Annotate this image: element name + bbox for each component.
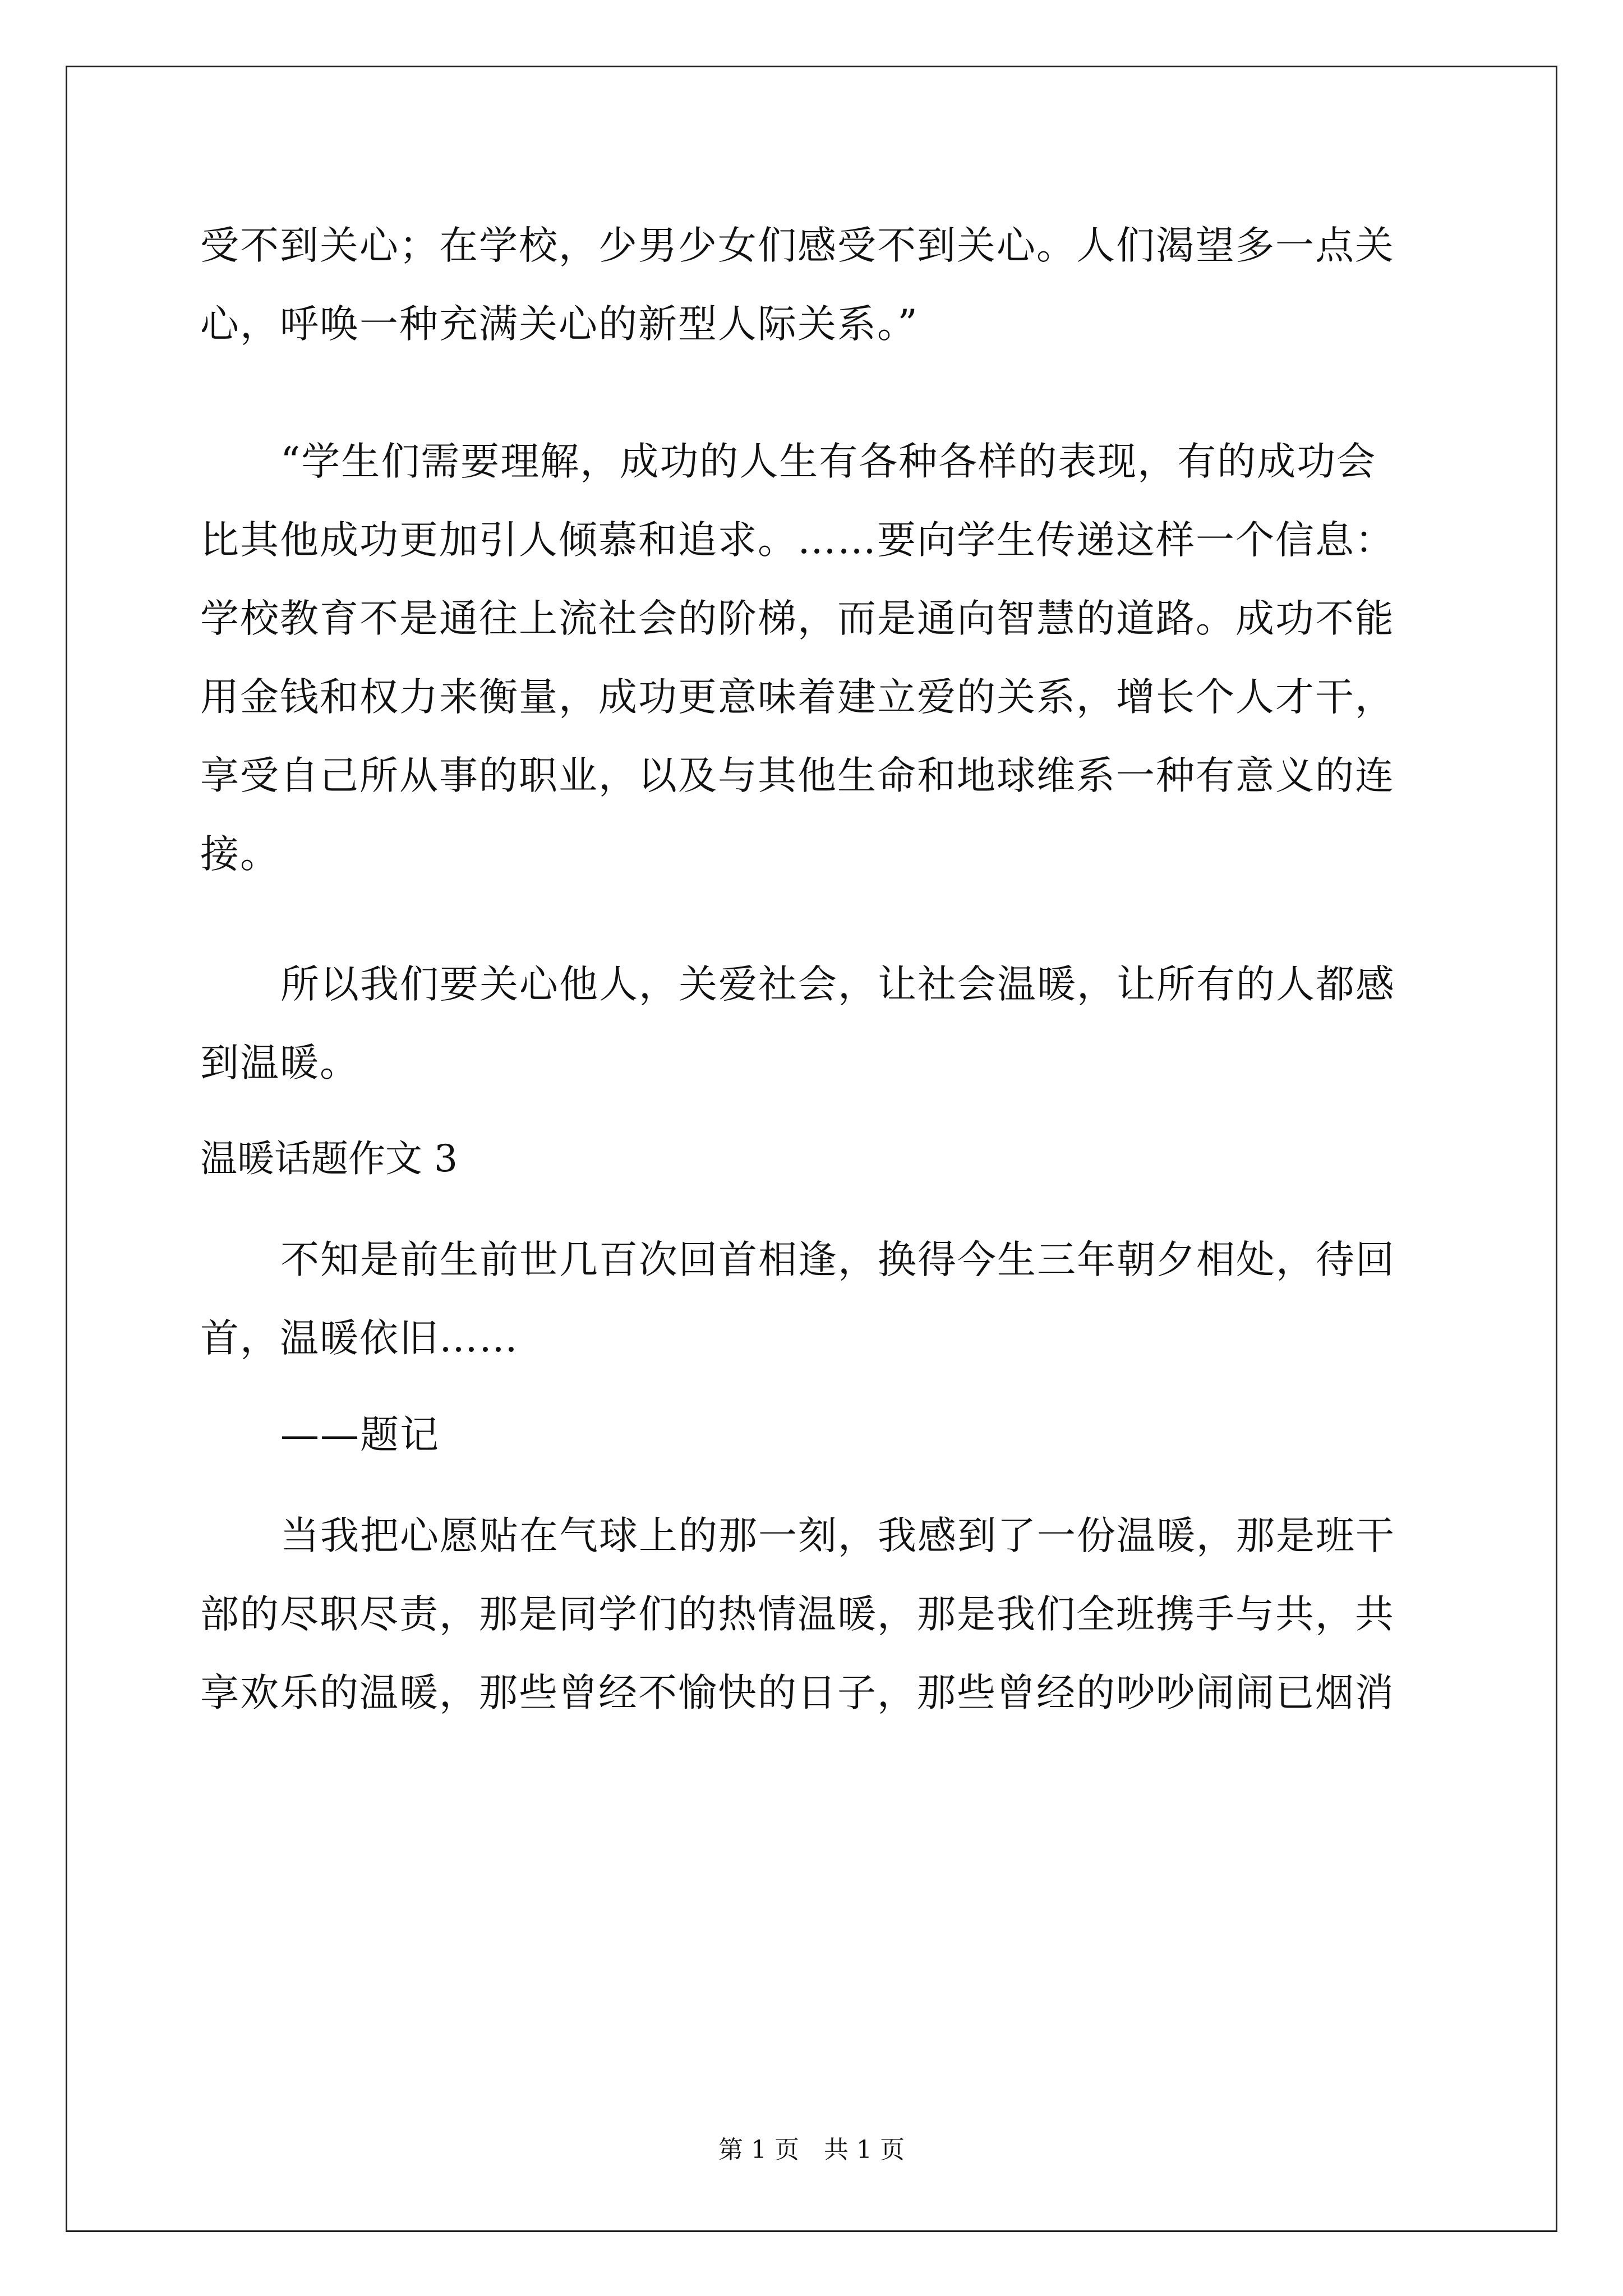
text-line: 首，温暖依旧…… [200, 1316, 519, 1361]
paragraph-start-line: “学生们需要理解，成功的人生有各种各样的表现，有的成功会 [280, 439, 1377, 484]
text-line: 学校教育不是通往上流社会的阶梯，而是通向智慧的道路。成功不能 [200, 596, 1395, 641]
page-number-footer: 第 1 页 共 1 页 [718, 2136, 905, 2164]
text-line: 享欢乐的温暖，那些曾经不愉快的日子，那些曾经的吵吵闹闹已烟消 [200, 1671, 1395, 1715]
epigraph-attribution: ——题记 [280, 1412, 440, 1457]
text-line: 用金钱和权力来衡量，成功更意味着建立爱的关系，增长个人才干， [200, 675, 1395, 720]
text-line: 部的尽职尽责，那是同学们的热情温暖，那是我们全班携手与共，共 [200, 1592, 1395, 1637]
paragraph-start-line: 当我把心愿贴在气球上的那一刻，我感到了一份温暖，那是班干 [280, 1513, 1395, 1558]
text-line: 比其他成功更加引人倾慕和追求。……要向学生传递这样一个信息： [200, 518, 1395, 563]
text-line: 心，呼唤一种充满关心的新型人际关系。” [200, 302, 919, 347]
text-line: 到温暖。 [200, 1041, 359, 1085]
text-line: 接。 [200, 832, 280, 877]
paragraph-start-line: 不知是前生前世几百次回首相逢，换得今生三年朝夕相处，待回 [280, 1237, 1395, 1282]
text-line: 享受自己所从事的职业，以及与其他生命和地球维系一种有意义的连 [200, 753, 1395, 798]
text-line: 受不到关心；在学校，少男少女们感受不到关心。人们渴望多一点关 [200, 223, 1395, 268]
section-heading: 温暖话题作文 3 [200, 1137, 458, 1180]
paragraph-start-line: 所以我们要关心他人，关爱社会，让社会温暖，让所有的人都感 [280, 962, 1395, 1007]
